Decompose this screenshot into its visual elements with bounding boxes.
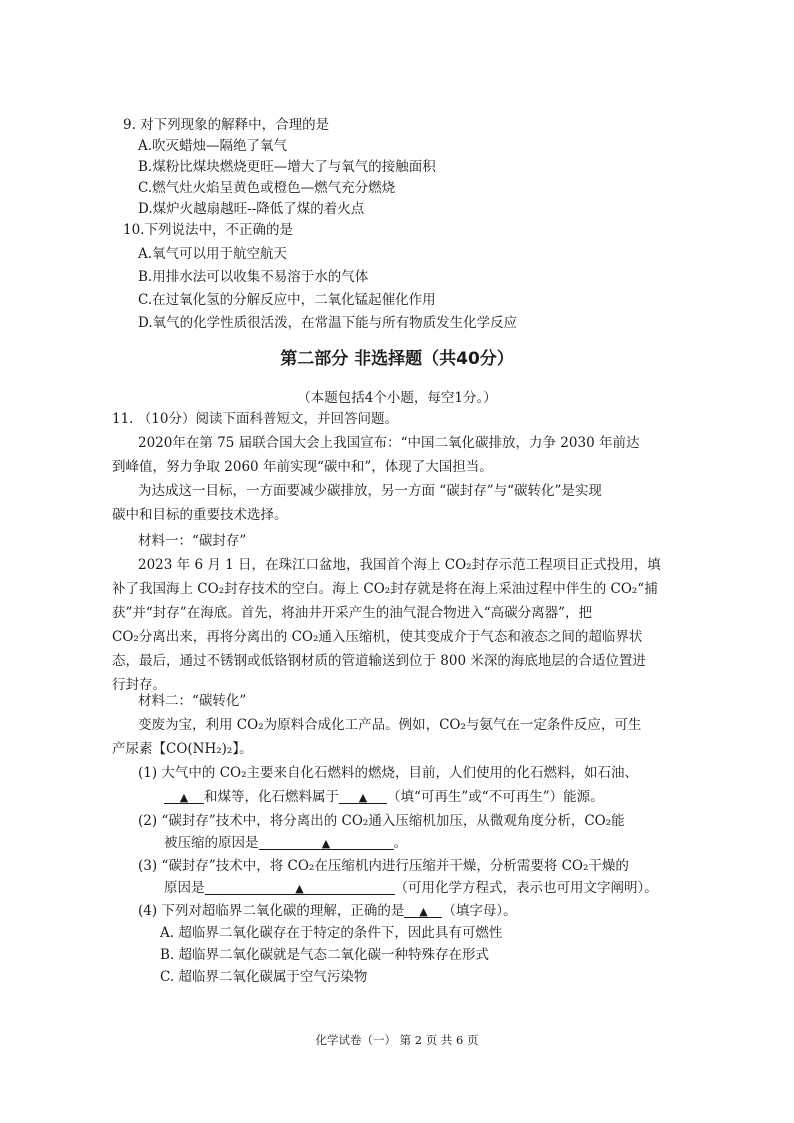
- q9-option-b: B.煤粉比煤块燃烧更旺—增大了与氧气的接触面积: [138, 159, 436, 175]
- q11-sub1-line2: [164, 788, 604, 806]
- q9-option-c: C.燃气灶火焰呈黄色或橙色—燃气充分燃烧: [138, 180, 396, 196]
- answer-blank[interactable]: [404, 902, 442, 918]
- q11-sub4-text: (4) 下列对超临界二氧化碳的理解，正确的是: [138, 903, 405, 919]
- part2-note: （本题包括4个小题，每空1分。）: [297, 390, 497, 406]
- material1-line1: 2023 年 6 月 1 日，在珠江口盆地，我国首个海上 CO₂封存示范工程项目正式投用，填: [138, 557, 661, 573]
- q10-option-b: B.用排水法可以收集不易溶于水的气体: [138, 269, 369, 285]
- material1-title: 材料一：“碳封存”: [138, 533, 247, 549]
- answer-blank[interactable]: [164, 788, 204, 804]
- material1-line5: 态，最后，通过不锈钢或低铬钢材质的管道输送到位于 800 米深的海底地层的合适位置进: [112, 653, 646, 669]
- material2-line1: 变废为宝，利用 CO₂为原料合成化工产品。例如，CO₂与氨气在一定条件反应，可生: [138, 717, 642, 733]
- triangle-mark-icon: ▲: [419, 905, 428, 918]
- material2-line2: 产尿素【CO(NH₂)₂】。: [112, 741, 253, 757]
- q10-stem: 10.下列说法中，不正确的是: [123, 222, 293, 238]
- q11-stem: 11. （10分）阅读下面科普短文，并回答问题。: [112, 411, 398, 427]
- q11-sub2-line1: (2) “碳封存”技术中，将分离出的 CO₂通入压缩机加压，从微观角度分析，CO₂能: [138, 813, 625, 829]
- q11-sub1-line1: (1) 大气中的 CO₂主要来自化石燃料的燃烧，目前，人们使用的化石燃料，如石油、: [138, 765, 639, 781]
- material1-line4: CO₂分离出来，再将分离出的 CO₂通入压缩机，使其变成介于气态和液态之间的超临界状: [112, 629, 643, 645]
- q11-sub2-line2: [164, 834, 407, 852]
- q10-option-c: C.在过氧化氢的分解反应中，二氧化锰起催化作用: [138, 292, 436, 308]
- q9-stem: 9. 对下列现象的解释中，合理的是: [123, 117, 330, 133]
- q11-sub4-line1: [138, 902, 517, 920]
- material1-line3: 获”并“封存”在海底。首先，将油井开采产生的油气混合物进入“高碳分离器”，把: [112, 605, 593, 621]
- q11-sub1-text-end: （填“可再生”或“不可再生”）能源。: [387, 789, 604, 805]
- q11-sub3-line1: (3) “碳封存”技术中，将 CO₂在压缩机内进行压缩并干燥，分析需要将 CO₂干燥的: [138, 858, 629, 874]
- q11-sub3-line2: [164, 879, 658, 897]
- triangle-mark-icon: ▲: [321, 837, 331, 850]
- q11-sub3-text: 原因是: [164, 880, 205, 896]
- q9-option-d: D.煤炉火越扇越旺--降低了煤的着火点: [138, 201, 365, 217]
- q11-sub3-text-end: （可用化学方程式，表示也可用文字阐明）。: [394, 880, 658, 896]
- answer-blank[interactable]: [259, 834, 394, 850]
- q11-sub4-option-c: C. 超临界二氧化碳属于空气污染物: [160, 969, 368, 985]
- q11-sub1-text-mid: 和煤等，化石燃料属于: [204, 789, 339, 805]
- material1-line2: 补了我国海上 CO₂封存技术的空白。海上 CO₂封存就是将在海上采油过程中伴生的 CO₂“捕: [112, 581, 658, 597]
- triangle-mark-icon: ▲: [358, 791, 368, 804]
- q11-para1-line2: 到峰值，努力争取 2060 年前实现“碳中和”，体现了大国担当。: [112, 459, 493, 475]
- q9-option-a: A.吹灭蜡烛—隔绝了氧气: [138, 138, 288, 154]
- q11-para2-line2: 碳中和目标的重要技术选择。: [112, 507, 288, 523]
- q11-sub4-option-a: A. 超临界二氧化碳存在于特定的条件下，因此具有可燃性: [160, 925, 503, 941]
- material2-title: 材料二：“碳转化”: [138, 693, 247, 709]
- page-footer: 化学试卷（一） 第 2 页 共 6 页: [315, 1033, 479, 1047]
- triangle-mark-icon: ▲: [295, 882, 304, 895]
- part2-title: 第二部分 非选择题（共40分）: [280, 349, 514, 369]
- q11-sub4-option-b: B. 超临界二氧化碳就是气态二氧化碳一种特殊存在形式: [160, 947, 490, 963]
- answer-blank[interactable]: [205, 879, 395, 895]
- q11-sub2-text-end: 。: [393, 835, 407, 851]
- q11-sub2-text: 被压缩的原因是: [164, 835, 259, 851]
- q11-sub4-text-end: （填字母）。: [442, 903, 517, 919]
- q11-para1-line1: 2020年在第 75 届联合国大会上我国宣布：“中国二氧化碳排放，力争 2030 年前达: [138, 435, 640, 451]
- q10-option-a: A.氧气可以用于航空航天: [138, 246, 288, 262]
- triangle-mark-icon: ▲: [179, 791, 189, 804]
- material1-line6: 行封存。: [112, 677, 166, 693]
- q10-option-d: D.氧气的化学性质很活泼，在常温下能与所有物质发生化学反应: [138, 315, 518, 331]
- answer-blank[interactable]: [339, 788, 387, 804]
- q11-para2-line1: 为达成这一目标，一方面要减少碳排放，另一方面 “碳封存”与“碳转化”是实现: [138, 483, 602, 499]
